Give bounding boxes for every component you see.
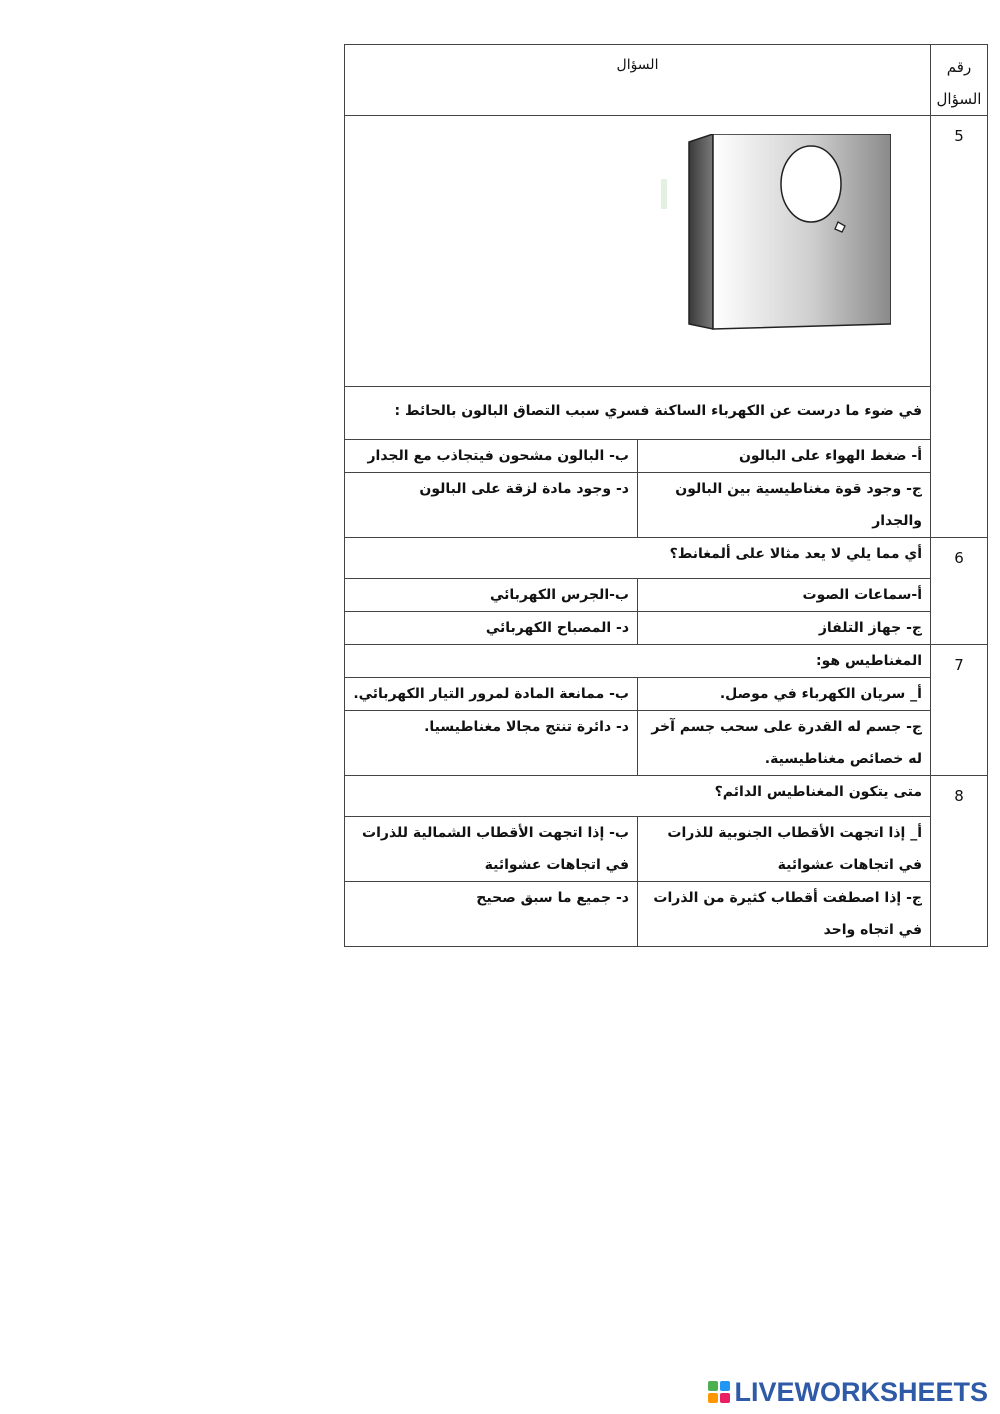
q5-option-a[interactable]: أ- ضغط الهواء على البالون [638, 440, 931, 473]
wall-side [689, 134, 713, 329]
q7-option-a[interactable]: أ_ سريان الكهرباء في موصل. [638, 678, 931, 711]
liveworksheets-logo-text: LIVEWORKSHEETS [734, 1376, 988, 1407]
q5-number: 5 [954, 127, 964, 145]
q6-option-b[interactable]: ب-الجرس الكهربائي [345, 579, 638, 612]
q8-option-a[interactable]: أ_ إذا اتجهت الأقطاب الجنوبية للذرات في اتجاهات عشوائية [638, 817, 931, 882]
q7-number: 7 [954, 656, 964, 674]
q6-options-row-2 [345, 612, 988, 645]
q8-number-cell [931, 776, 988, 947]
q8-option-c[interactable]: ج- إذا اصطفت أقطاب كثيرة من الذرات في اتجاه واحد [638, 882, 931, 947]
q8-stem: متى يتكون المغناطيس الدائم؟ [345, 776, 931, 817]
table-header-row [345, 45, 988, 116]
q6-stem-row [345, 538, 988, 579]
liveworksheets-logo-icon [708, 1381, 730, 1403]
q5-illustration-cell [345, 116, 931, 387]
balloon-on-wall-illustration [661, 134, 891, 359]
q5-options-row-2 [345, 473, 988, 538]
q8-number: 8 [954, 787, 964, 805]
q7-options-row-2 [345, 711, 988, 776]
q5-number-cell [931, 116, 988, 538]
questions-table [344, 44, 988, 947]
q5-option-b[interactable]: ب- البالون مشحون فيتجاذب مع الجدار [345, 440, 638, 473]
header-question: السؤال [345, 45, 931, 116]
q7-option-c[interactable]: ج- جسم له القدرة على سحب جسم آخر له خصائص مغناطيسية. [638, 711, 931, 776]
q8-stem-row [345, 776, 988, 817]
q6-number-cell [931, 538, 988, 645]
q7-option-d[interactable]: د- دائرة تنتج مجالا مغناطيسيا. [345, 711, 638, 776]
q6-number: 6 [954, 549, 964, 567]
q5-stem: في ضوء ما درست عن الكهرباء الساكنة فسري سبب التصاق البالون بالحائط : [345, 387, 931, 440]
q8-options-row-2 [345, 882, 988, 947]
q8-options-row-1 [345, 817, 988, 882]
q8-option-d[interactable]: د- جميع ما سبق صحيح [345, 882, 638, 947]
q7-stem: المغناطيس هو: [345, 645, 931, 678]
q7-options-row-1 [345, 678, 988, 711]
q6-option-d[interactable]: د- المصباح الكهربائي [345, 612, 638, 645]
q5-option-c[interactable]: ج- وجود قوة مغناطيسية بين البالون والجدار [638, 473, 931, 538]
q7-stem-row [345, 645, 988, 678]
q6-stem: أي مما يلي لا يعد مثالا على ألمغانط؟ [345, 538, 931, 579]
q8-option-b[interactable]: ب- إذا اتجهت الأقطاب الشمالية للذرات في اتجاهات عشوائية [345, 817, 638, 882]
q5-stem-row [345, 387, 988, 440]
balloon [781, 146, 841, 222]
q7-number-cell [931, 645, 988, 776]
q6-option-c[interactable]: ج- جهاز التلفاز [638, 612, 931, 645]
q7-option-b[interactable]: ب- ممانعة المادة لمرور التيار الكهربائي. [345, 678, 638, 711]
q6-options-row-1 [345, 579, 988, 612]
header-number: رقم السؤال [931, 45, 988, 116]
liveworksheets-logo[interactable] [708, 1374, 988, 1410]
q6-option-a[interactable]: أ-سماعات الصوت [638, 579, 931, 612]
faint-mark [661, 179, 667, 209]
q5-illustration-row [345, 116, 988, 387]
q5-option-d[interactable]: د- وجود مادة لزقة على البالون [345, 473, 638, 538]
q5-options-row-1 [345, 440, 988, 473]
